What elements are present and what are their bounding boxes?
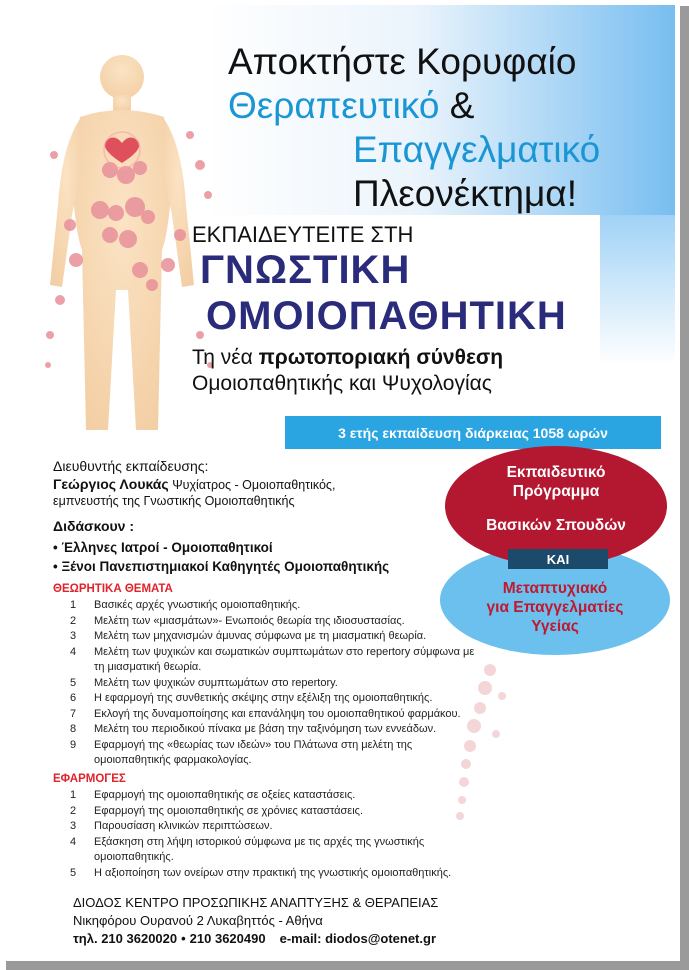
postgraduate-line-2: για Επαγγελματίες	[486, 599, 624, 616]
postgraduate-line-3: Υγείας	[531, 618, 579, 635]
applications-heading: ΕΦΑΡΜΟΓΕΣ	[53, 773, 126, 785]
footer-organization: ΔΙΟΔΟΣ ΚΕΝΤΡΟ ΠΡΟΣΩΠΙΚΗΣ ΑΝΑΠΤΥΞΗΣ & ΘΕΡΑΠΕΙΑΣ	[73, 895, 439, 910]
training-subtitle-2: Ομοιοπαθητικής και Ψυχολογίας	[192, 372, 492, 395]
phone-1: τηλ. 210 3620020	[73, 931, 178, 946]
list-item: 3 Παρουσίαση κλινικών περιπτώσεων.	[70, 820, 273, 832]
training-intro: ΕΚΠΑΙΔΕΥΤΕΙΤΕ ΣΤΗ	[192, 222, 414, 247]
teachers-label: Διδάσκουν :	[53, 518, 135, 534]
basic-program-line-3: Βασικών Σπουδών	[486, 517, 626, 534]
director-role: Ψυχίατρος - Ομοιοπαθητικός,	[172, 478, 336, 492]
list-item: 9 Εφαρμογή της «θεωρίας των ιδεών» του Πλάτωνα στη μελέτη της ομοιοπαθητικής φαρμακολογίας.	[70, 738, 413, 766]
subtitle-bold: πρωτοποριακή σύνθεση	[258, 346, 504, 369]
postgraduate-line-1: Μεταπτυχιακό	[502, 580, 608, 597]
training-title-1: ΓΝΩΣΤΙΚΗ	[200, 248, 411, 292]
list-item: 4 Εξάσκηση στη λήψη ιστορικού σύμφωνα με τις αρχές της γνωστικής ομοιοπαθητικής.	[70, 835, 425, 863]
director-label: Διευθυντής εκπαίδευσης:	[53, 458, 209, 474]
side-gradient	[600, 215, 675, 365]
headline-line-4: Πλεονέκτημα!	[353, 173, 577, 214]
list-item: 1 Βασικές αρχές γνωστικής ομοιοπαθητικής.	[70, 599, 301, 611]
headline-therapeutic: Θεραπευτικό	[228, 85, 440, 126]
list-item: 1 Εφαρμογή της ομοιοπαθητικής σε οξείες καταστάσεις.	[70, 789, 356, 801]
teacher-item: • Ξένοι Πανεπιστημιακοί Καθηγητές Ομοιοπαθητικής	[53, 559, 390, 574]
list-item: 2 Εφαρμογή της ομοιοπαθητικής σε χρόνιες καταστάσεις.	[70, 804, 364, 817]
teacher-item: • Έλληνες Ιατροί - Ομοιοπαθητικοί	[53, 540, 273, 555]
list-item: 8 Μελέτη του περιοδικού πίνακα με βάση την ταξινόμηση των εννεάδων.	[70, 723, 437, 735]
list-item: 6 Η εφαρμογή της συνθετικής σκέψης στην εξέλιξη της ομοιοπαθητικής.	[70, 692, 433, 704]
decorative-dots	[430, 660, 530, 840]
email: e-mail: diodos@otenet.gr	[279, 931, 436, 946]
subtitle-prefix: Τη νέα	[192, 346, 253, 369]
list-item: 4 Μελέτη των ψυχικών και σωματικών συμπτωμάτων στο repertory σύμφωνα με τη μιασματική θεωρία.	[70, 645, 475, 673]
contact-separator: •	[181, 931, 186, 946]
basic-program-ellipse	[445, 446, 667, 566]
theory-list	[70, 598, 474, 769]
training-title-2: ΟΜΟΙΟΠΑΘΗΤΙΚΗ	[206, 294, 567, 338]
list-item: 7 Εκλογή της δυναμοποίησης και επανάληψη του ομοιοπαθητικού φαρμάκου.	[70, 707, 461, 720]
list-item: 5 Η αξιοποίηση των ονείρων στην πρακτική της γνωστικής ομοιοπαθητικής.	[70, 866, 452, 879]
duration-banner: 3 ετής εκπαίδευση διάρκειας 1058 ωρών	[285, 416, 661, 449]
and-badge: ΚΑΙ	[508, 549, 608, 569]
headline-ampersand: &	[449, 85, 475, 126]
headline-line-3: Επαγγελματικό	[353, 129, 601, 170]
list-item: 2 Μελέτη των «μιασμάτων»- Ενωποιός θεωρία της ιδιοσυστασίας.	[70, 614, 405, 627]
basic-program-line-1: Εκπαιδευτικό	[506, 464, 606, 481]
director-role-2: εμπνευστής της Γνωστικής Ομοιοπαθητικής	[53, 494, 295, 508]
training-subtitle-1	[192, 346, 503, 370]
director-name-line	[53, 476, 335, 492]
list-item: 3 Μελέτη των μηχανισμών άμυνας σύμφωνα με τη μιασματική θεωρία.	[70, 630, 427, 642]
headline-line-2	[228, 84, 474, 128]
page-shadow-right	[680, 6, 689, 970]
applications-list	[70, 788, 451, 881]
footer-address: Νικηφόρου Ουρανού 2 Λυκαβηττός - Αθήνα	[73, 913, 323, 928]
basic-program-line-2: Πρόγραμμα	[512, 483, 600, 500]
headline-line-1: Αποκτήστε Κορυφαίο	[228, 41, 577, 82]
phone-2: 210 3620490	[189, 931, 266, 946]
director-name: Γεώργιος Λουκάς	[53, 476, 169, 492]
footer-contact	[73, 931, 436, 946]
page-shadow-bottom	[6, 961, 689, 970]
theory-heading: ΘΕΩΡΗΤΙΚΑ ΘΕΜΑΤΑ	[53, 583, 173, 595]
list-item: 5 Μελέτη των ψυχικών συμπτωμάτων στο repertory.	[70, 676, 338, 689]
